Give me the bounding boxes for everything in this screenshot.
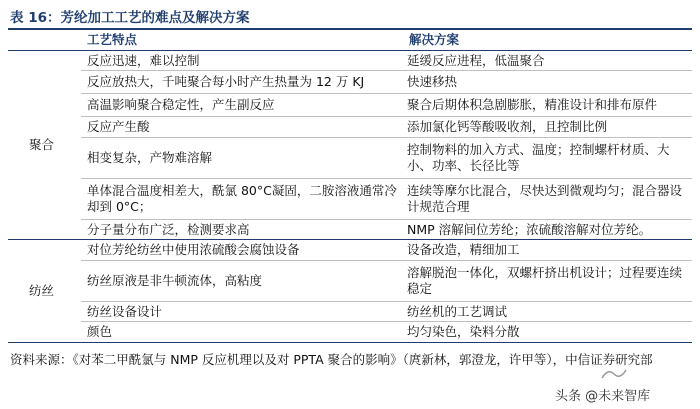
solution-cell: 纺丝机的工艺调试 (403, 302, 692, 322)
group-label-spinning: 纺丝 (8, 240, 81, 343)
table-row (8, 302, 692, 322)
solution-cell: 延缓反应进程，低温聚合 (403, 51, 692, 71)
table-row (8, 220, 692, 240)
process-table (8, 30, 692, 343)
table-row (8, 94, 692, 117)
feature-cell: 颜色 (81, 322, 403, 343)
solution-cell: 均匀染色，染料分散 (403, 322, 692, 343)
table-row (8, 71, 692, 94)
header-feature: 工艺特点 (81, 30, 403, 51)
header-solution: 解决方案 (403, 30, 692, 51)
solution-cell: 设备改造，精细加工 (403, 240, 692, 261)
feature-cell: 反应产生酸 (81, 117, 403, 138)
table-row (8, 138, 692, 179)
solution-cell: 连续等摩尔比混合，尽快达到微观均匀；混合器设计规范合理 (403, 179, 692, 220)
feature-cell: 纺丝设备设计 (81, 302, 403, 322)
feature-cell: 高温影响聚合稳定性，产生副反应 (81, 94, 403, 117)
feature-cell: 单体混合温度相差大，酰氯 80°C凝固，二胺溶液通常冷却到 0°C； (81, 179, 403, 220)
solution-cell: 快速移热 (403, 71, 692, 94)
solution-cell: 添加氯化钙等酸吸收剂，且控制比例 (403, 117, 692, 138)
table-row (8, 322, 692, 343)
solution-cell: 聚合后期体积急剧膨胀，精准设计和排布原件 (403, 94, 692, 117)
solution-cell: 控制物料的加入方式、温度；控制螺杆材质、大小、功率、长径比等 (403, 138, 692, 179)
solution-cell: NMP 溶解间位芳纶；浓硫酸溶解对位芳纶。 (403, 220, 692, 240)
feature-cell: 分子量分布广泛，检测要求高 (81, 220, 403, 240)
table-row (8, 179, 692, 220)
watermark-logo-icon (600, 366, 628, 382)
table-title: 表 16：芳纶加工工艺的难点及解决方案 (10, 10, 250, 26)
table-row (8, 117, 692, 138)
feature-cell: 相变复杂，产物难溶解 (81, 138, 403, 179)
table-row (8, 261, 692, 302)
table-header-row (8, 30, 692, 51)
feature-cell: 纺丝原液是非牛顿流体，高粘度 (81, 261, 403, 302)
source-note: 资料来源：《对苯二甲酰氯与 NMP 反应机理以及对 PPTA 聚合的影响》（庹新林，郭澄龙，许甲等），中信证券研究部 (10, 352, 653, 367)
group-label-polymerization: 聚合 (8, 51, 81, 240)
feature-cell: 反应迅速，难以控制 (81, 51, 403, 71)
feature-cell: 反应放热大，千吨聚合每小时产生热量为 12 万 KJ (81, 71, 403, 94)
header-category (8, 30, 81, 51)
table-row (8, 51, 692, 71)
table-row (8, 240, 692, 261)
watermark: 头条 @未来智库 (555, 389, 651, 404)
solution-cell: 溶解脱泡一体化，双螺杆挤出机设计；过程要连续稳定 (403, 261, 692, 302)
feature-cell: 对位芳纶纺丝中使用浓硫酸会腐蚀设备 (81, 240, 403, 261)
